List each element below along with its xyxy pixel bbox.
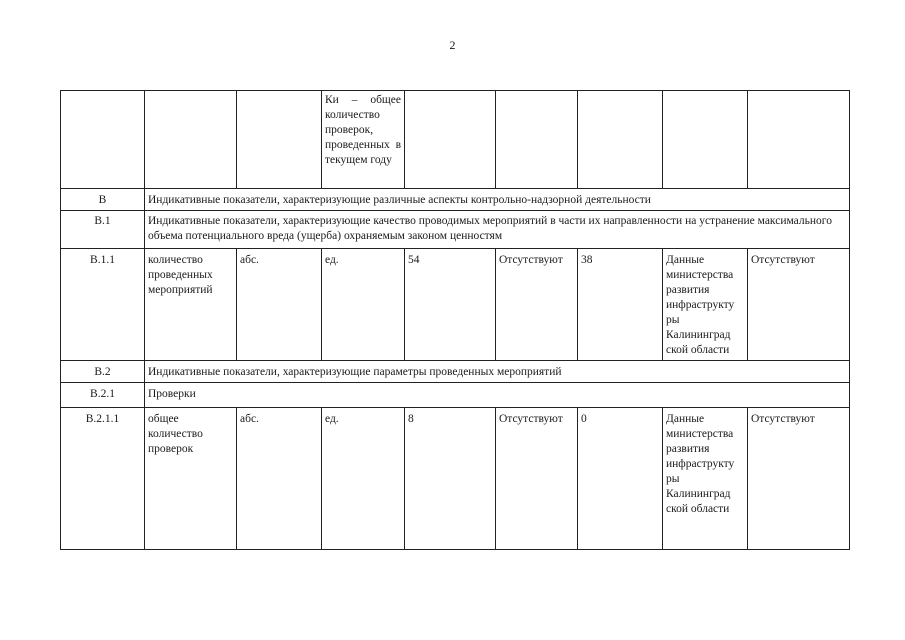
section-title: Индикативные показатели, характеризующие параметры проведенных мероприятий	[145, 361, 850, 383]
indicators-table	[60, 90, 850, 550]
indicator-name: количество проведенных мероприятий	[145, 249, 237, 361]
indicator-name: общее количество проверок	[145, 408, 237, 550]
page-number: 2	[449, 38, 456, 52]
section-row	[61, 383, 850, 408]
section-code: В.2	[61, 361, 145, 383]
indicator-row	[61, 249, 850, 361]
indicator-row	[61, 408, 850, 550]
continuation-row	[61, 91, 850, 189]
table-cell	[405, 91, 496, 189]
indicator-measure: абс.	[237, 408, 322, 550]
indicator-source: Данные министерства развития инфраструкту ры Калининград ской области	[663, 408, 748, 550]
indicator-target: Отсутствуют	[496, 408, 578, 550]
indicator-code: В.2.1.1	[61, 408, 145, 550]
section-code: В.2.1	[61, 383, 145, 408]
formula-description: Ки – общее количество проверок, проведенных в текущем году	[322, 91, 405, 189]
section-code: В.1	[61, 211, 145, 249]
indicator-note: Отсутствуют	[748, 249, 850, 361]
indicator-actual: 38	[578, 249, 663, 361]
table-cell	[748, 91, 850, 189]
section-row	[61, 211, 850, 249]
indicator-note: Отсутствуют	[748, 408, 850, 550]
indicator-source: Данные министерства развития инфраструкту ры Калининград ской области	[663, 249, 748, 361]
section-row	[61, 361, 850, 383]
indicator-measure: абс.	[237, 249, 322, 361]
table-cell	[578, 91, 663, 189]
indicator-actual: 0	[578, 408, 663, 550]
section-title: Индикативные показатели, характеризующие различные аспекты контрольно-надзорной деятельности	[145, 189, 850, 211]
table-cell	[663, 91, 748, 189]
table-cell	[145, 91, 237, 189]
indicator-value: 8	[405, 408, 496, 550]
indicator-unit: ед.	[322, 249, 405, 361]
section-code: В	[61, 189, 145, 211]
section-title: Проверки	[145, 383, 850, 408]
table-cell	[61, 91, 145, 189]
section-title: Индикативные показатели, характеризующие качество проводимых мероприятий в части их направленности на устранение максимального объема потенциального вреда (ущерба) охраняемым законом ценностям	[145, 211, 850, 249]
table-cell	[237, 91, 322, 189]
indicator-unit: ед.	[322, 408, 405, 550]
section-row	[61, 189, 850, 211]
indicator-value: 54	[405, 249, 496, 361]
indicator-target: Отсутствуют	[496, 249, 578, 361]
indicator-code: В.1.1	[61, 249, 145, 361]
table-cell	[496, 91, 578, 189]
